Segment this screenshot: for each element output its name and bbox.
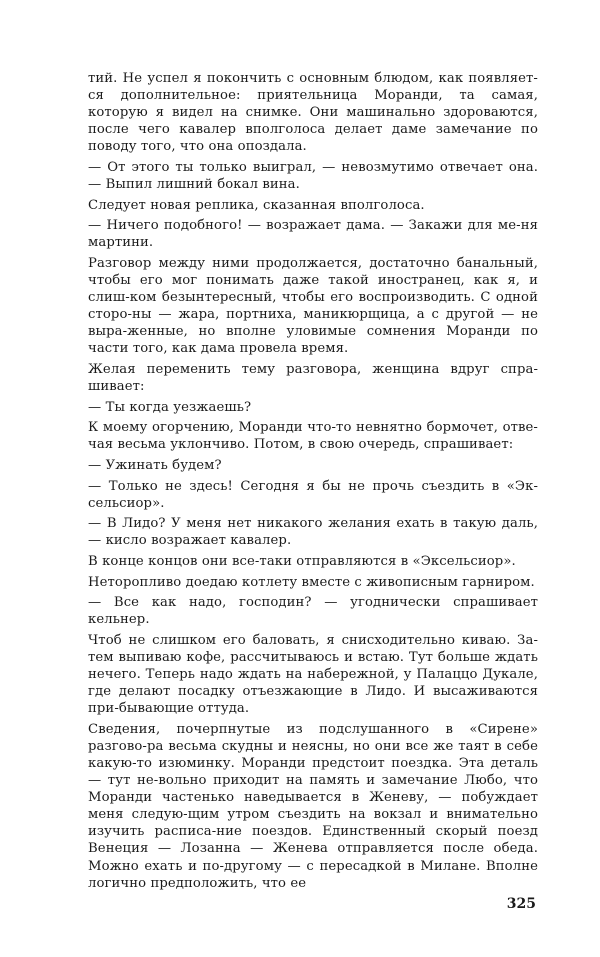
paragraph-13: Неторопливо доедаю котлету вместе с живописным гарниром. bbox=[88, 574, 535, 590]
paragraph-11: — В Лидо? У меня нет никакого желания ехать в такую даль, — кисло возражает кавалер. bbox=[88, 516, 538, 549]
paragraph-1: тий. Не успел я покончить с основным блюдом, как появляет-ся дополнительное: приятельница Моранди, та самая, которую я видел на снимке. Они машинально здороваются, после чего кавалер вполголоса делает даме замечание по поводу того, что она опоздала. bbox=[88, 71, 538, 155]
paragraph-10: — Только не здесь! Сегодня я бы не прочь съездить в «Эк-сельсиор». bbox=[88, 478, 538, 511]
page-body bbox=[88, 70, 538, 895]
paragraph-3: Следует новая реплика, сказанная вполголоса. bbox=[88, 197, 425, 213]
paragraph-7: — Ты когда уезжаешь? bbox=[88, 399, 252, 415]
paragraph-14: — Все как надо, господин? — угоднически спрашивает кельнер. bbox=[88, 595, 538, 628]
paragraph-12: В конце концов они все-таки отправляются в «Эксельсиор». bbox=[88, 553, 516, 569]
paragraph-5: Разговор между ними продолжается, достаточно банальный, чтобы его мог понимать даже такой иностранец, как я, и слиш-ком безынтересный, чтобы его воспроизводить. С одной сторо-ны — жара, портниха, маникюрщица, а с другой — не выра-женные, но вполне уловимые сомнения Моранди по части того, как дама провела время. bbox=[88, 255, 538, 357]
paragraph-8: К моему огорчению, Моранди что-то невнятно бормочет, отве-чая весьма уклончиво. Потом, в свою очередь, спрашивает: bbox=[88, 420, 538, 453]
paragraph-2: — От этого ты только выиграл, — невозмутимо отвечает она. — Выпил лишний бокал вина. bbox=[88, 159, 538, 193]
paragraph-6: Желая переменить тему разговора, женщина вдруг спра-шивает: bbox=[88, 362, 538, 395]
paragraph-15: Чтоб не слишком его баловать, я снисходительно киваю. За-тем выпиваю кофе, рассчитываюсь и встаю. Тут больше ждать нечего. Теперь надо ждать на набережной, у Палаццо Дукале, где делают посадку отъезжающие в Лидо. И высаживаются при-бывающие оттуда. bbox=[88, 632, 538, 717]
paragraph-4: — Ничего подобного! — возражает дама. — Закажи для ме-ня мартини. bbox=[88, 218, 538, 251]
paragraph-16: Сведения, почерпнутые из подслушанного в «Сирене» разгово-ра весьма скудны и неясны, но они все же таят в себе какую-то изюминку. Моранди предстоит поездка. Эта деталь — тут не-вольно приходит на память и замечание Любо, что Моранди частенько наведывается в Женеву, — побуждает меня следую-щим утром съездить на вокзал и внимательно изучить расписа-ние поездов. Единственный скорый поезд Венеция — Лозанна — Женева отправляется после обеда. Можно ехать и по-другому — с пересадкой в Милане. Вполне логично предположить, что ее bbox=[88, 721, 538, 891]
page-number: 325 bbox=[506, 896, 536, 912]
paragraph-9: — Ужинать будем? bbox=[88, 457, 222, 473]
